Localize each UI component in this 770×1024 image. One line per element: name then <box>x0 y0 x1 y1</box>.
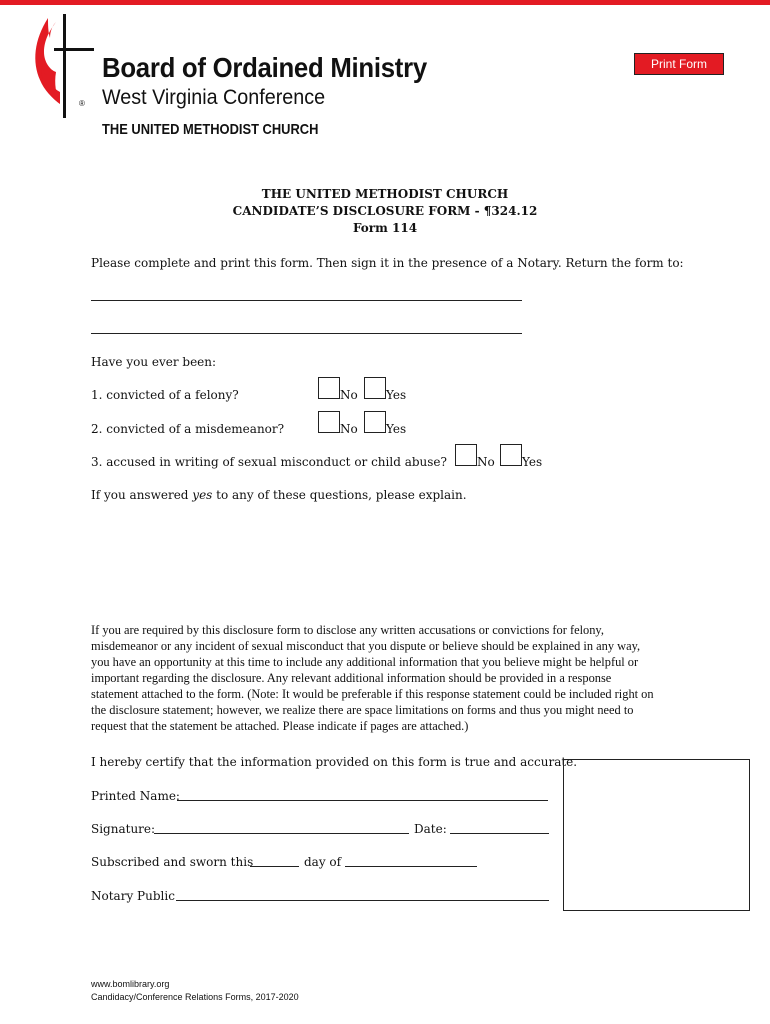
date-field[interactable] <box>450 833 549 834</box>
paragraph-line: statement attached to the form. (Note: It would be preferable if this response statement could be included right on <box>91 687 654 701</box>
question-2-yes-label: Yes <box>364 422 406 436</box>
question-2-no-label: No <box>318 422 358 436</box>
return-address-line-1[interactable] <box>91 300 522 301</box>
printed-name-field[interactable] <box>177 800 548 801</box>
question-2-text: 2. convicted of a misdemeanor? <box>91 422 285 436</box>
signature-field[interactable] <box>154 833 409 834</box>
notary-seal-box <box>563 759 750 911</box>
paragraph-line: the disclosure statement; however, we realize there are space limitations on forms and thus you might need to <box>91 703 634 717</box>
org-subtitle: West Virginia Conference <box>102 86 326 109</box>
church-name: THE UNITED METHODIST CHURCH <box>102 121 319 138</box>
subscribed-label: Subscribed and sworn this <box>91 855 254 869</box>
question-1-text: 1. convicted of a felony? <box>91 388 239 402</box>
notary-public-field[interactable] <box>176 900 549 901</box>
paragraph-line: important regarding the disclosure. Any relevant additional information should be provided in a response <box>91 671 612 685</box>
certify-statement: I hereby certify that the information provided on this form is true and accurate. <box>91 755 578 769</box>
have-you-ever-label: Have you ever been: <box>91 355 217 369</box>
paragraph-line: request that the statement be attached. Please indicate if pages are attached.) <box>91 719 469 733</box>
registered-mark: ® <box>79 99 85 108</box>
question-1-yes-label: Yes <box>364 388 406 402</box>
top-red-bar <box>0 0 770 5</box>
subscribed-day-field[interactable] <box>250 866 299 867</box>
cross-and-flame-icon <box>30 10 100 118</box>
return-address-line-2[interactable] <box>91 333 522 334</box>
question-3-yes-label: Yes <box>500 455 542 469</box>
question-3-no-label: No <box>455 455 495 469</box>
explanation-area[interactable] <box>91 508 731 613</box>
org-title: Board of Ordained Ministry <box>102 52 427 83</box>
question-3-text: 3. accused in writing of sexual misconduct or child abuse? <box>91 455 447 469</box>
printed-name-label: Printed Name: <box>91 789 180 803</box>
paragraph-line: you have an opportunity at this time to include any additional information that you believe might be helpful or <box>91 655 639 669</box>
date-label: Date: <box>414 822 447 836</box>
subscribed-month-field[interactable] <box>345 866 477 867</box>
signature-label: Signature: <box>91 822 156 836</box>
day-of-label: day of <box>304 855 342 869</box>
notary-public-label: Notary Public <box>91 889 175 903</box>
form-heading-church: THE UNITED METHODIST CHURCH <box>261 187 509 201</box>
instructions-text: Please complete and print this form. Then sign it in the presence of a Notary. Return the form to: <box>91 256 684 270</box>
form-heading-number: Form 114 <box>352 221 418 235</box>
paragraph-line: If you are required by this disclosure form to disclose any written accusations or convictions for felony, <box>91 623 604 637</box>
footer-website: www.bomlibrary.org <box>91 979 170 989</box>
question-1-no-label: No <box>318 388 358 402</box>
footer-collection: Candidacy/Conference Relations Forms, 2017-2020 <box>91 992 299 1002</box>
disclosure-paragraph <box>91 622 731 734</box>
form-heading-title: CANDIDATE’S DISCLOSURE FORM - ¶324.12 <box>232 204 538 218</box>
print-form-button[interactable]: Print Form <box>634 53 724 75</box>
paragraph-line: misdemeanor or any incident of sexual misconduct that you dispute or believe should be explained in any way, <box>91 639 641 653</box>
explain-prompt: If you answered yes to any of these questions, please explain. <box>91 488 467 502</box>
